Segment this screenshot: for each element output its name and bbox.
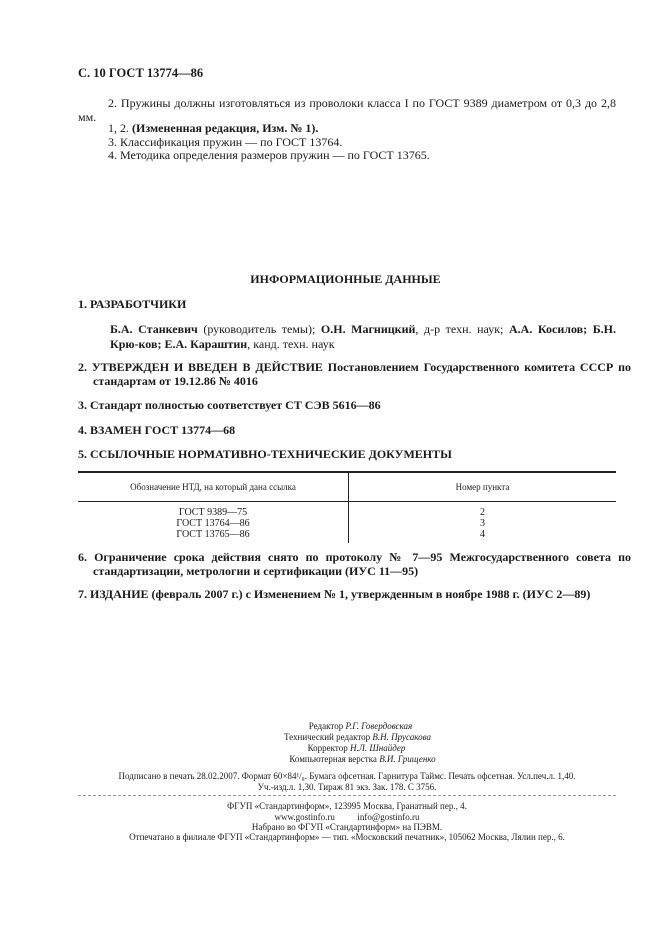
credit-name: Н.Л. Шнайдер — [350, 743, 406, 753]
section-2: 2. УТВЕРЖДЕН И ВВЕДЕН В ДЕЙСТВИЕ Постановлением Государственного комитета СССР по стандартам от 19.12.86 № 4016 — [78, 360, 631, 388]
table-header-row — [78, 472, 616, 502]
credit-label: Корректор — [307, 743, 348, 753]
developer-name: О.Н. Магницкий — [320, 322, 416, 336]
credit-label: Компьютерная верстка — [289, 754, 377, 764]
section-5: 5. ССЫЛОЧНЫЕ НОРМАТИВНО-ТЕХНИЧЕСКИЕ ДОКУМЕНТЫ — [78, 447, 452, 461]
section-1-title: 1. РАЗРАБОТЧИКИ — [78, 297, 187, 311]
table-cell: ГОСТ 9389—75 — [78, 502, 349, 519]
table-row — [78, 518, 616, 529]
credit-tech-editor — [0, 732, 661, 743]
table-cell: 2 — [480, 507, 485, 518]
table-cell: ГОСТ 13764—86 — [78, 518, 349, 529]
info-title: ИНФОРМАЦИОННЫЕ ДАННЫЕ — [250, 272, 441, 286]
credit-editor — [0, 721, 661, 732]
developer-names: А.А. Косилов; Б.Н. Крю-ков; Е.А. Караштин — [110, 322, 616, 351]
credit-layout — [0, 754, 661, 765]
imprint-line-5: Набрано во ФГУП «Стандартинформ» на ПЭВМ. — [251, 822, 443, 832]
section-4: 4. ВЗАМЕН ГОСТ 13774—68 — [78, 423, 236, 437]
paragraph-2: 2. Пружины должны изготовляться из проволоки класса I по ГОСТ 9389 диаметром от 0,3 до 2,8 мм. — [78, 96, 616, 124]
section-3: 3. Стандарт полностью соответствует СТ СЭВ 5616—86 — [78, 398, 381, 412]
section-6: 6. Ограничение срока действия снято по протоколу № 7—95 Межгосударственного совета по стандартизации, метрологии и сертификации (ИУС 11—95) — [78, 550, 631, 578]
developers — [110, 322, 616, 352]
developer-name: Б.А. Станкевич — [110, 322, 198, 336]
paragraph-1-2-change — [108, 121, 318, 135]
developer-role: (руководитель темы); — [197, 322, 321, 336]
table-cell: 4 — [480, 529, 485, 540]
column-header: Обозначение НТД, на который дана ссылка — [78, 472, 349, 502]
credit-label: Редактор — [308, 721, 344, 731]
page-header: С. 10 ГОСТ 13774—86 — [78, 66, 204, 80]
credit-name: Р.Г. Говердовская — [345, 721, 413, 731]
table-cell: ГОСТ 13765—86 — [78, 529, 349, 543]
section-7: 7. ИЗДАНИЕ (февраль 2007 г.) с Изменением № 1, утвержденным в ноябре 1988 г. (ИУС 2—89) — [78, 587, 591, 601]
imprint-line-2: Уч.-изд.л. 1,30. Тираж 81 экз. Зак. 178. С 3756. — [257, 782, 437, 792]
paragraph-4: 4. Методика определения размеров пружин — по ГОСТ 13765. — [108, 148, 430, 162]
credit-corrector — [0, 743, 661, 754]
reference-table — [78, 471, 616, 543]
column-header: Номер пункта — [349, 472, 617, 502]
credit-name: В.И. Грищенко — [379, 754, 436, 764]
imprint-line-1: Подписано в печать 28.02.2007. Формат 60×84¹/₈. Бумага офсетная. Гарнитура Таймс. Печать офсетная. Усл.печ.л. 1,40. — [118, 771, 576, 781]
paragraph-3: 3. Классификация пружин — по ГОСТ 13764. — [108, 135, 343, 149]
change-note: (Измененная редакция, Изм. № 1). — [132, 121, 319, 135]
table-row — [78, 502, 616, 519]
developer-degree: , д-р техн. наук; — [415, 322, 509, 336]
change-prefix: 1, 2. — [108, 121, 129, 135]
imprint-line-6: Отпечатано в филиале ФГУП «Стандартинформ» — тип. «Московский печатник», 105062 Москва, Лялин пер., 6. — [129, 832, 565, 842]
credits-block — [0, 721, 661, 765]
imprint-line-3: ФГУП «Стандартинформ», 123995 Москва, Гранатный пер., 4. — [227, 801, 467, 811]
credit-label: Технический редактор — [283, 732, 371, 742]
divider — [78, 795, 616, 796]
table-row — [78, 529, 616, 543]
developer-degree: , канд. техн. наук — [247, 337, 335, 351]
credit-name: В.Н. Прусакова — [372, 732, 432, 742]
imprint-web-email: www.gostinfo.ru info@gostinfo.ru — [274, 812, 420, 822]
table-cell: 3 — [480, 518, 485, 529]
